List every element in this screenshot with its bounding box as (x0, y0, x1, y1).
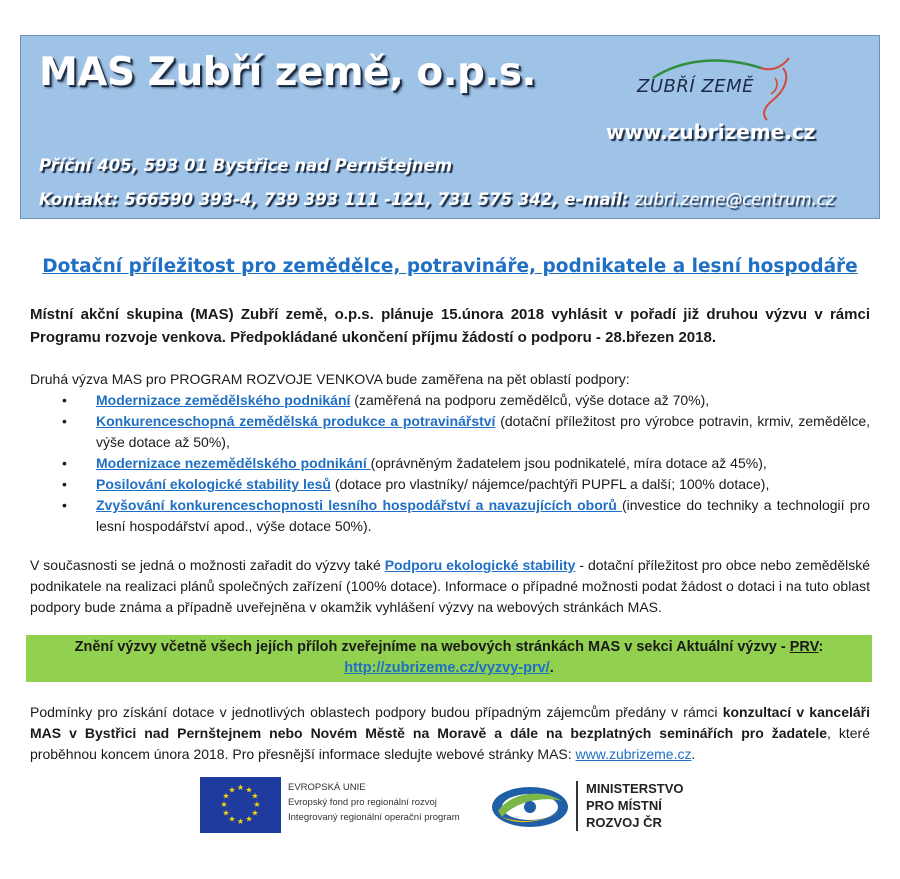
mmr-line1: MINISTERSTVO (586, 781, 684, 796)
svg-text:★: ★ (251, 808, 259, 818)
para2-after: - dotační příležitost pro obce nebo zemědělské podnikatele na realizaci plánů společných zařízení (100% dotace). Informace o případné možnosti podat žádost o dotaci i na tuto oblast podpory bude známa a případně uveřejněna v okamžik vyhlášení výzvy na webových stránkách MAS. (30, 557, 870, 615)
green-box-text: Znění výzvy včetně všech jejích příloh zveřejníme na webových stránkách MAS v sekci Aktuální výzvy - (74, 639, 790, 655)
ecological-stability-paragraph (30, 555, 870, 618)
area-link[interactable]: Modernizace zemědělského podnikání (96, 392, 351, 408)
calls-url-link[interactable]: http://zubrizeme.cz/vyzvy-prv/ (344, 660, 550, 676)
svg-text:★: ★ (228, 785, 236, 795)
areas-lead: Druhá výzva MAS pro PROGRAM ROZVOJE VENKOVA bude zaměřena na pět oblastí podpory: (30, 371, 630, 387)
list-item (30, 411, 870, 453)
svg-text:★: ★ (222, 808, 230, 818)
svg-text:★: ★ (245, 785, 253, 795)
address: Příční 405, 593 01 Bystřice nad Pernštejnem (39, 156, 453, 175)
consultation-paragraph (30, 702, 870, 765)
para2-before: V současnosti se jedná o možnosti zařadit do výzvy také (30, 557, 385, 573)
bullet-icon: • (62, 455, 67, 471)
area-desc: (oprávněným žadatelem jsou podnikatelé, míra dotace až 45%), (370, 455, 767, 471)
bullet-icon: • (62, 413, 67, 429)
eu-logo (200, 777, 490, 835)
svg-text:★: ★ (251, 791, 259, 801)
eu-line1: EVROPSKÁ UNIE (288, 782, 366, 793)
para3-end: . (691, 746, 696, 762)
list-item (30, 495, 870, 537)
eu-text (288, 780, 460, 825)
area-link[interactable]: Zvyšování konkurenceschopnosti lesního hospodářství a navazujících oborů (96, 497, 622, 513)
page-title: Dotační příležitost pro zemědělce, potravináře, podnikatele a lesní hospodáře (42, 256, 858, 277)
area-link[interactable]: Modernizace nezemědělského podnikání (96, 455, 371, 471)
eu-line3: Integrovaný regionální operační program (288, 812, 460, 823)
eu-flag-icon (200, 777, 281, 833)
para3-bold: konzultací v kanceláři MAS v Bystřici nad Pernštejnem nebo Novém Městě na Moravě a dále na bezplatných seminářích pro žadatele (30, 704, 870, 741)
area-link[interactable]: Konkurenceschopná zemědělská produkce a potravinářství (96, 413, 496, 429)
bullet-icon: • (62, 392, 67, 408)
green-box-end: . (549, 660, 554, 676)
mmr-line3: ROZVOJ ČR (586, 815, 662, 830)
mmr-divider (576, 781, 578, 831)
website-footer-link[interactable]: www.zubrizeme.cz (575, 746, 692, 762)
eu-line2: Evropský fond pro regionální rozvoj (288, 797, 437, 808)
area-link[interactable]: Posilování ekologické stability lesů (96, 476, 331, 492)
zubri-zeme-logo (633, 48, 793, 128)
mmr-text (586, 780, 684, 831)
list-item (30, 474, 870, 495)
mmr-logo (488, 777, 728, 837)
svg-text:★: ★ (228, 814, 236, 824)
list-item (30, 390, 870, 411)
call-announcement-box (26, 635, 872, 682)
header-banner (20, 35, 880, 219)
bullet-icon: • (62, 497, 67, 513)
area-desc: (dotační příležitost pro výrobce potravin, krmiv, zemědělce, výše dotace až 50%), (96, 413, 870, 450)
contact-email[interactable]: zubri.zeme@centrum.cz (634, 190, 835, 209)
org-name: MAS Zubří země, o.p.s. (39, 50, 536, 95)
mmr-emblem-icon (488, 777, 572, 837)
intro-paragraph: Místní akční skupina (MAS) Zubří země, o.p.s. plánuje 15.února 2018 vyhlásit v pořadí již druhou výzvu v rámci Programu rozvoje venkova. Předpokládané ukončení příjmu žádostí o podporu - 28.březen 2018. (30, 306, 870, 346)
list-item (30, 453, 870, 474)
svg-text:★: ★ (253, 800, 261, 809)
logo-text: ZUBŘÍ ZEMĚ (637, 76, 754, 97)
svg-text:★: ★ (245, 814, 253, 824)
svg-text:★: ★ (222, 791, 230, 801)
svg-text:★: ★ (236, 783, 245, 792)
area-desc: (dotace pro vlastníky/ nájemce/pachtýři PUPFL a další; 100% dotace), (330, 476, 770, 492)
mmr-line2: PRO MÍSTNÍ (586, 798, 662, 813)
para3-middle: , které proběhnou koncem února 2018. Pro přesnější informace sledujte webové stránky MAS: (30, 725, 871, 762)
svg-text:★: ★ (220, 800, 228, 809)
bullet-icon: • (62, 476, 67, 492)
area-desc: (zaměřená na podporu zemědělců, výše dotace až 70%), (350, 392, 710, 408)
area-desc: (investice do techniky a technologií pro lesní hospodářství apod., výše dotace 50%). (96, 497, 870, 534)
para3-before: Podmínky pro získání dotace v jednotlivých oblastech podpory budou případným zájemcům předány v rámci (30, 704, 723, 720)
svg-text:★: ★ (236, 817, 245, 826)
website-link[interactable]: www.zubrizeme.cz (606, 120, 816, 144)
support-areas-list (30, 390, 870, 537)
ecological-stability-link[interactable]: Podporu ekologické stability (384, 557, 576, 573)
contact-label: Kontakt: 566590 393-4, 739 393 111 -121, 731 575 342, e-mail: (39, 190, 629, 209)
prv-link[interactable]: PRV (789, 639, 819, 655)
contact-line (39, 190, 835, 209)
green-box-colon: : (818, 639, 824, 655)
